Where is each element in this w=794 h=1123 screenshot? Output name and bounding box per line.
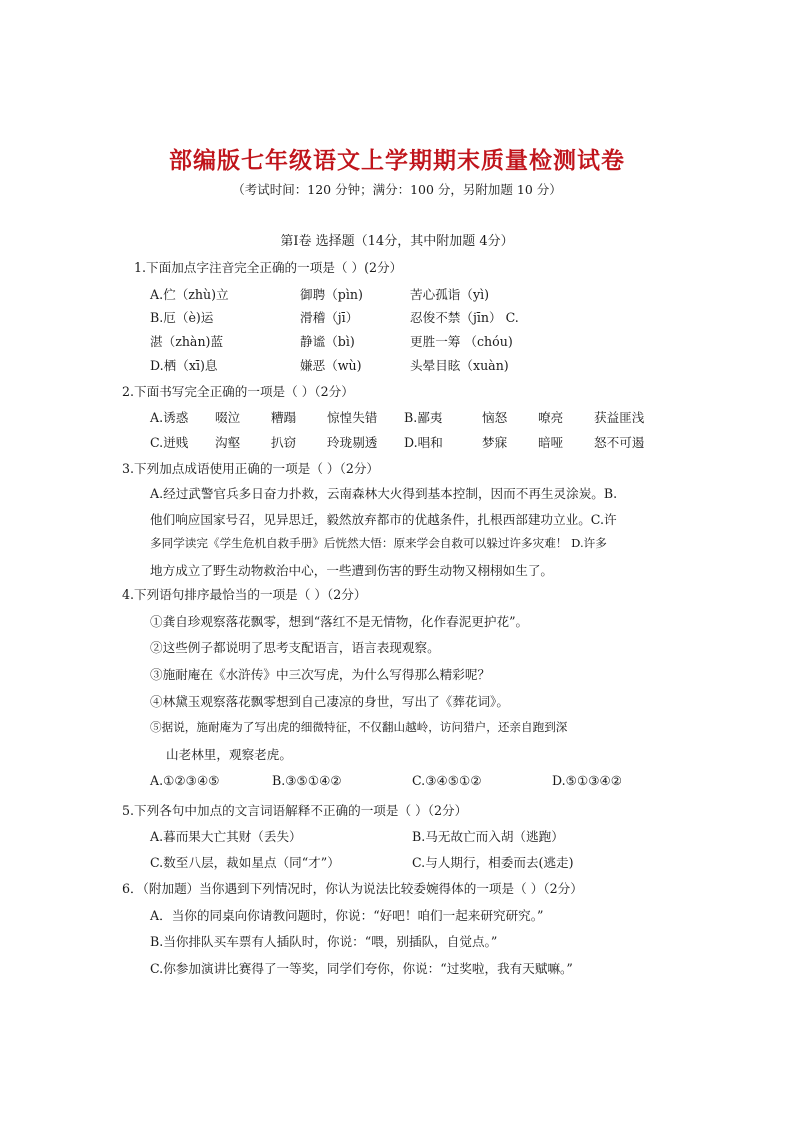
question-2-stem: 2.下面书写完全正确的一项是（ ）（2分）	[122, 384, 354, 399]
q4-sentence: ②这些例子都说明了思考支配语言，语言表现观察。	[150, 640, 440, 655]
question-4-stem: 4.下列语句排序最恰当的一项是（ ）（2分）	[122, 587, 367, 602]
q5-option: B.马无故亡而入胡（逃跑）	[412, 829, 564, 844]
q2-word: 玲珑剔透	[327, 435, 378, 450]
q2-word: 梦寐	[482, 435, 508, 450]
q2-word: B.鄙夷	[404, 410, 443, 425]
q4-sentence: ⑤据说，施耐庵为了写出虎的细微特征，不仅翻山越岭，访问猎户，还亲自跑到深	[150, 720, 568, 734]
q1-option-cell: 头晕目眩（xuàn)	[410, 358, 509, 373]
q5-option: C.数至八层，裁如星点（同“才”）	[150, 855, 340, 870]
q1-option-cell: A.伫（zhù)立	[150, 287, 229, 302]
q2-word: D.唱和	[404, 435, 443, 450]
q4-sentence: ③施耐庵在《水浒传》中三次写虎，为什么写得那么精彩呢？	[150, 667, 491, 682]
q1-option-cell: 滑稽（jī）	[300, 310, 359, 325]
q2-word: 获益匪浅	[594, 410, 645, 425]
q1-option-cell: 静谧（bì)	[300, 334, 355, 349]
page-title: 部编版七年级语文上学期期末质量检测试卷	[169, 147, 625, 174]
q3-text-line: 多同学读完《学生危机自救手册》后恍然大悟：原来学会自救可以躲过许多灾难！ D.许多	[150, 536, 607, 550]
exam-info: （考试时间：120 分钟；满分：100 分，另附加题 10 分）	[232, 182, 562, 197]
q1-option-cell: 湛（zhàn)蓝	[150, 334, 224, 349]
q6-option: B.当你排队买车票有人插队时，你说：“喂，别插队，自觉点。”	[150, 934, 498, 949]
q2-word: A.诱惑	[150, 410, 189, 425]
q4-sentence: ①龚自珍观察落花飘零，想到“落红不是无情物，化作春泥更护花”。	[150, 614, 529, 629]
q4-option: B.③⑤①④②	[272, 773, 342, 788]
q4-sentence: ④林黛玉观察落花飘零想到自己凄凉的身世，写出了《葬花词》。	[150, 694, 509, 709]
q3-text-line: A.经过武警官兵多日奋力扑救，云南森林大火得到基本控制，因而不再生灵涂炭。B.	[150, 486, 618, 501]
q5-option: A.暮而果大亡其财（丢失）	[150, 829, 302, 844]
q2-word: 怒不可遏	[594, 435, 645, 450]
q4-option: C.③④⑤①②	[412, 773, 482, 788]
section-heading: 第Ⅰ卷 选择题（14分，其中附加题 4分）	[280, 234, 514, 249]
q1-option-cell: 忍俊不禁（jīn） C.	[410, 310, 519, 325]
q4-option: D.⑤①③④②	[552, 773, 623, 788]
question-3-stem: 3.下列加点成语使用正确的一项是（ ）（2分）	[122, 461, 380, 476]
q2-word: 沟壑	[215, 435, 241, 450]
q2-word: 暗哑	[538, 435, 564, 450]
q2-word: 啜泣	[215, 410, 241, 425]
q2-word: 糟蹋	[271, 410, 297, 425]
q4-sentence: 山老林里，观察老虎。	[166, 747, 292, 762]
q6-option: C.你参加演讲比赛得了一等奖，同学们夸你，你说：“过奖啦，我有天赋嘛。”	[150, 961, 573, 976]
q3-text-line: 地方成立了野生动物救治中心，一些遭到伤害的野生动物又栩栩如生了。	[150, 563, 553, 578]
question-5-stem: 5.下列各句中加点的文言词语解释不正确的一项是（ ）（2分）	[122, 803, 468, 818]
q4-option: A.①②③④⑤	[150, 773, 220, 788]
q1-option-cell: D.栖（xī)息	[150, 358, 218, 373]
q2-word: 嘹亮	[538, 410, 564, 425]
q1-option-cell: 更胜一筹 （chóu)	[410, 334, 513, 349]
q2-word: 恼怒	[482, 410, 508, 425]
q1-option-cell: 苦心孤诣（yì)	[410, 287, 490, 302]
q1-option-cell: 嫌恶（wù)	[300, 358, 362, 373]
question-6-stem: 6．（附加题）当你遇到下列情况时，你认为说法比较委婉得体的一项是（ ）（2分）	[122, 881, 583, 896]
q2-word: C.迸贱	[150, 435, 189, 450]
q3-text-line: 他们响应国家号召，见异思迁，毅然放弃都市的优越条件，扎根西部建功立业。C.许	[150, 512, 617, 527]
q1-option-cell: B.厄（è)运	[150, 310, 214, 325]
question-1-stem: 1.下面加点字注音完全正确的一项是（ ）(2分）	[134, 260, 403, 275]
q2-word: 惊惶失错	[327, 410, 378, 425]
q6-option: A．当你的同桌向你请教问题时，你说：“好吧！咱们一起来研究研究。”	[150, 908, 544, 923]
q5-option: C.与人期行，相委而去(逃走)	[412, 855, 574, 870]
q2-word: 扒窃	[271, 435, 297, 450]
q1-option-cell: 御聘（pìn)	[300, 287, 363, 302]
